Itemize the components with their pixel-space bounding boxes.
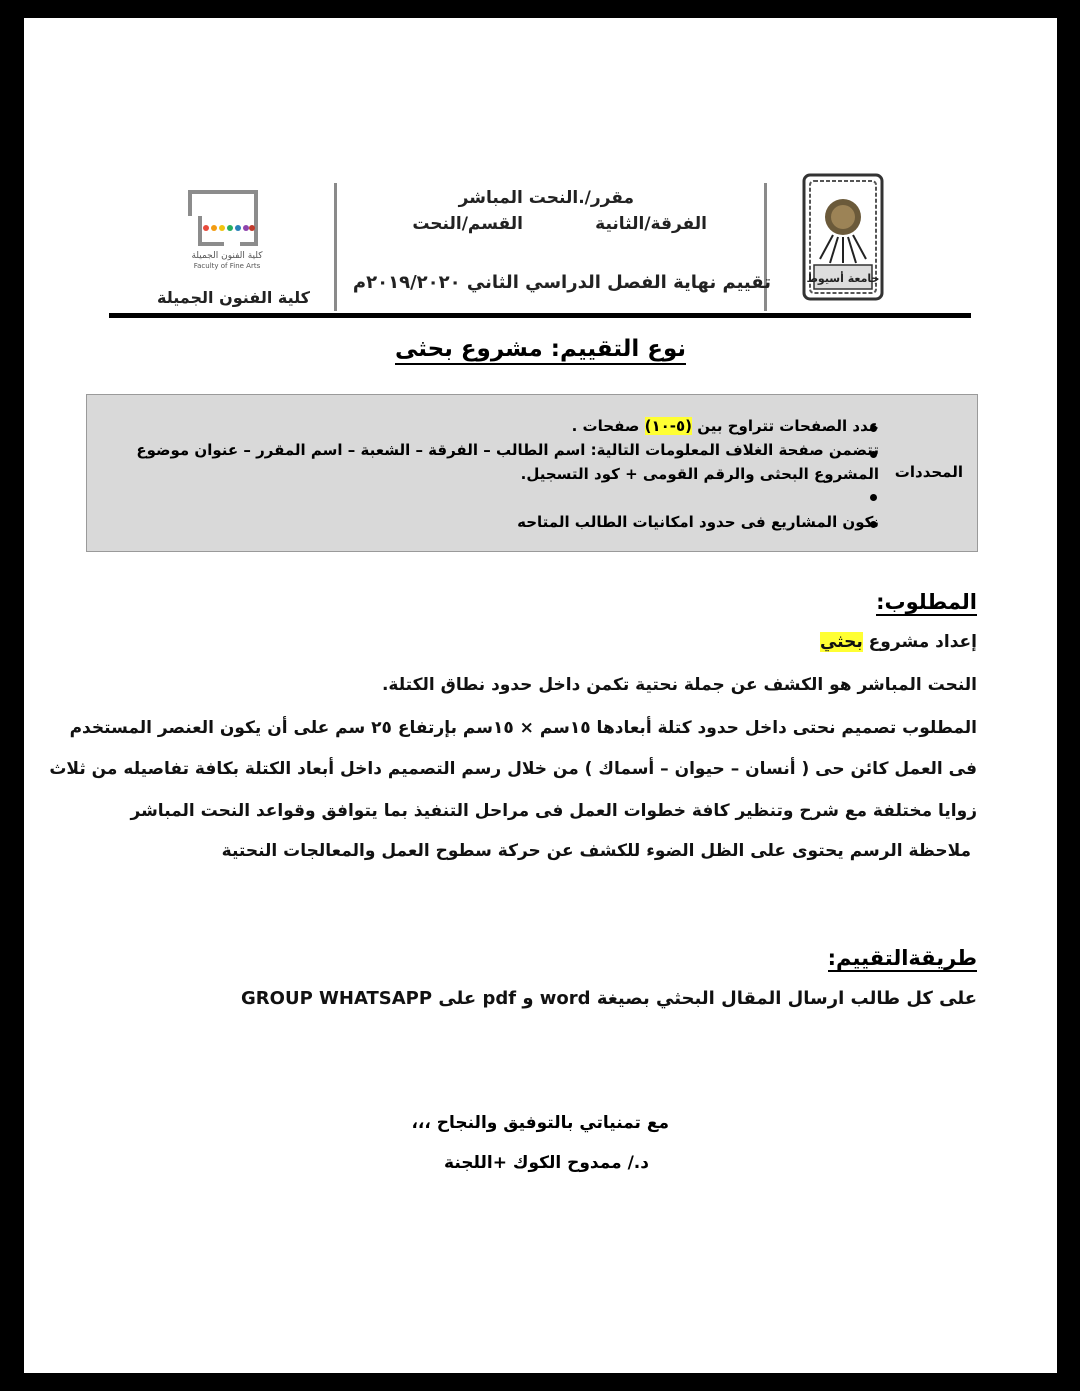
divider-left	[334, 183, 337, 311]
exam-title: تقييم نهاية الفصل الدراسي الثاني ٢٠١٩/٢٠٢٠م	[352, 272, 771, 293]
header-rule	[109, 313, 971, 318]
signature: د./ ممدوح الكوك +اللجنة	[444, 1153, 649, 1173]
spec-item-continued: المشروع البحثى والرقم القومى + كود التسجيل.	[520, 465, 879, 483]
specs-box	[86, 394, 978, 552]
specs-label: المحددات	[894, 463, 963, 481]
department-label: القسم/النحت	[412, 214, 523, 234]
course-name: مقرر/.النحت المباشر	[458, 188, 634, 208]
document-page	[24, 18, 1057, 1373]
required-line: إعداد مشروع بحثي	[819, 632, 977, 652]
faculty-name: كلية الفنون الجميلة	[157, 288, 310, 307]
spec-item: عدد الصفحات تتراوح بين (٥-١٠) صفحات .	[571, 417, 879, 435]
required-note: ملاحظة الرسم يحتوى على الظل الضوء للكشف عن حركة سطوح العمل والمعالجات النحتية	[221, 841, 971, 861]
svg-text:Faculty of Fine Arts: Faculty of Fine Arts	[193, 262, 261, 270]
faculty-logo	[182, 182, 272, 274]
method-text: على كل طالب ارسال المقال البحثي بصيغة word و pdf على GROUP WHATSAPP	[241, 988, 977, 1009]
assessment-type: نوع التقييم: مشروع بحثى	[24, 336, 1057, 362]
year-label: الفرقة/الثانية	[595, 214, 707, 234]
closing-wish: مع تمنياتي بالتوفيق والنجاح ،،،	[411, 1113, 669, 1133]
bullet-empty	[870, 494, 877, 501]
spec-item: تتضمن صفحة الغلاف المعلومات التالية: اسم الطالب – الفرقة – الشعبة – اسم المقرر – عنوان موضوع	[136, 441, 879, 459]
method-heading: طريقةالتقييم:	[827, 946, 977, 970]
svg-text:جامعة أسيوط: جامعة أسيوط	[806, 272, 880, 285]
spec-item: نكون المشاريع فى حدود امكانيات الطالب المتاحه	[517, 513, 879, 531]
required-heading: المطلوب:	[876, 590, 977, 614]
required-line: المطلوب تصميم نحتى داخل حدود كتلة أبعادها ١٥سم × ١٥سم بإرتفاع ٢٥ سم على أن يكون العنصر المستخدم	[69, 718, 977, 738]
svg-text:كلية الفنون الجميلة: كلية الفنون الجميلة	[191, 251, 263, 261]
required-line: فى العمل كائن حى ( أنسان – حيوان – أسماك ) من خلال رسم التصميم داخل أبعاد الكتلة بكافة تفاصيله من ثلاث	[49, 759, 977, 779]
required-line: النحت المباشر هو الكشف عن جملة نحتية تكمن داخل حدود نطاق الكتلة.	[381, 675, 977, 695]
university-logo	[802, 173, 884, 301]
required-line: زوايا مختلفة مع شرح وتنظير كافة خطوات العمل فى مراحل التنفيذ بما يتوافق وقواعد النحت المباشر	[130, 801, 977, 821]
